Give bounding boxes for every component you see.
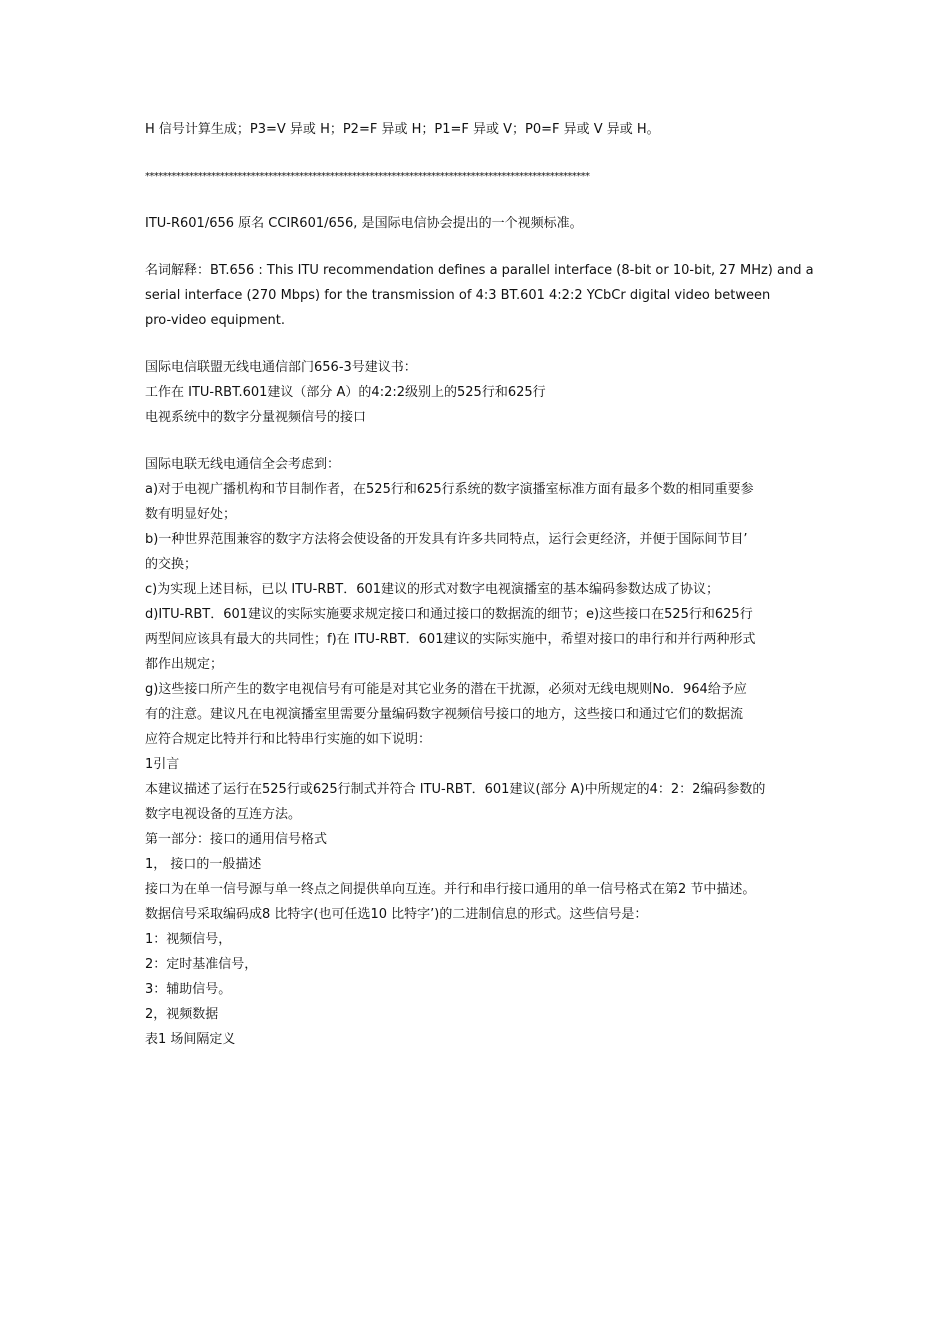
list-item: 1：视频信号， [145,932,232,947]
body-line: d)ITU-RBT．601建议的实际实施要求规定接口和通过接口的数据流的细节；e)这些接口在525行和625行 [145,607,753,622]
body-line: 应符合规定比特并行和比特串行实施的如下说明： [145,732,432,747]
body-line: 的交换； [145,557,198,572]
body-line: 本建议描述了运行在525行或625行制式并符合 ITU-RBT．601建议(部分 A)中所规定的4：2：2编码参数的 [145,782,766,797]
definition-line: serial interface (270 Mbps) for the transmission of 4:3 BT.601 4:2:2 YCbCr digital video between [145,288,771,303]
body-line: g)这些接口所产生的数字电视信号有可能是对其它业务的潜在干扰源，必须对无线电规则No．964给予应 [145,682,747,697]
title-line: 电视系统中的数字分量视频信号的接口 [145,410,367,425]
body-line: 数字电视设备的互连方法。 [145,807,302,822]
body-line: 两型间应该具有最大的共同性；f)在 ITU-RBT．601建议的实际实施中，希望对接口的串行和并行两种形式 [145,632,756,647]
body-line: a)对于电视广播机构和节目制作者，在525行和625行系统的数字演播室标准方面有最多个数的相同重要参 [145,482,754,497]
body-line: b)一种世界范围兼容的数字方法将会使设备的开发具有许多共同特点，运行会更经济，并便于国际间节目’ [145,532,748,547]
list-item: 2：定时基准信号， [145,957,258,972]
document-text [145,117,814,1052]
body-line: 数据信号采取编码成8 比特字(也可任选10 比特字’)的二进制信息的形式。这些信号是： [145,907,648,922]
definition-line: 名词解释：BT.656 : This ITU recommendation defines a parallel interface (8-bit or 10-bit, 27 MHz) and a [145,263,814,278]
section-heading: 1， 接口的一般描述 [145,857,262,872]
title-line: 工作在 ITU-RBT.601建议（部分 A）的4:2:2级别上的525行和625行 [145,385,546,400]
title-block [145,355,810,430]
body-line: 有的注意。建议凡在电视演播室里需要分量编码数字视频信号接口的地方，这些接口和通过它们的数据流 [145,707,744,722]
body-text [145,452,810,1052]
body-line: 国际电联无线电通信全会考虑到： [145,457,341,472]
separator-line: ***************************************************************************************************** [145,171,590,182]
body-line: c)为实现上述目标，已以 ITU-RBT．601建议的形式对数字电视演播室的基本编码参数达成了协议； [145,582,720,597]
section-heading: 第一部分：接口的通用信号格式 [145,832,328,847]
list-item: 3：辅助信号。 [145,982,232,997]
section-heading: 1引言 [145,757,180,772]
body-line: 接口为在单一信号源与单一终点之间提供单向互连。并行和串行接口通用的单一信号格式在第2 节中描述。 [145,882,756,897]
definition-paragraph [145,258,814,333]
title-line: 国际电信联盟无线电通信部门656-3号建议书： [145,360,417,375]
section-heading: 2，视频数据 [145,1007,219,1022]
intro-line: ITU-R601/656 原名 CCIR601/656, 是国际电信协会提出的一个视频标准。 [145,216,583,231]
table-caption: 表1 场间隔定义 [145,1032,236,1047]
definition-line: pro-video equipment. [145,313,285,328]
body-line: 数有明显好处； [145,507,237,522]
body-line: 都作出规定； [145,657,224,672]
parity-formula-line: H 信号计算生成；P3=V 异或 H；P2=F 异或 H；P1=F 异或 V；P0=F 异或 V 异或 H。 [145,122,660,137]
